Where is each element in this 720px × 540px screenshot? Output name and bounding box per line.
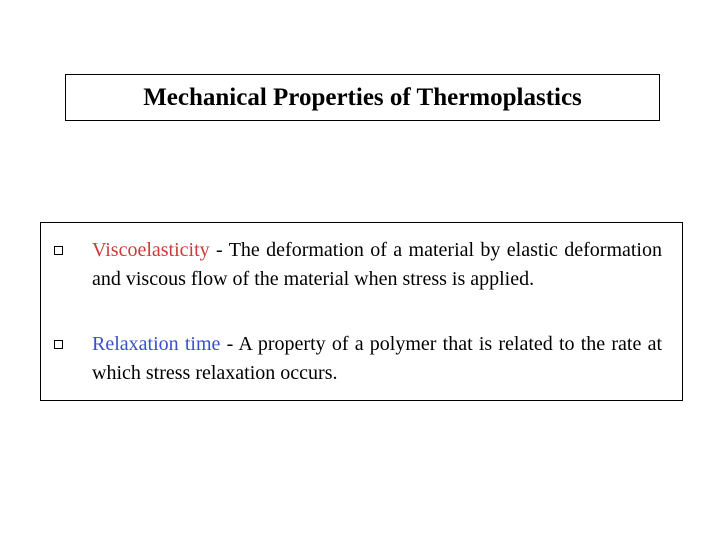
hollow-square-bullet-icon (54, 246, 63, 255)
bullet-definition: - The deformation of a material by elastic deformation and viscous flow of the material when stress is applied. (92, 239, 662, 290)
hollow-square-bullet-icon (54, 340, 63, 349)
bullet-item-viscoelasticity (92, 236, 662, 294)
slide-title: Mechanical Properties of Thermoplastics (143, 84, 582, 111)
content-box (40, 222, 683, 401)
title-box (65, 74, 660, 121)
bullet-definition: - A property of a polymer that is related to the rate at which stress relaxation occurs. (92, 333, 662, 384)
bullet-term: Viscoelasticity (92, 239, 210, 261)
bullet-term: Relaxation time (92, 333, 221, 355)
bullet-item-relaxation-time (92, 330, 662, 388)
